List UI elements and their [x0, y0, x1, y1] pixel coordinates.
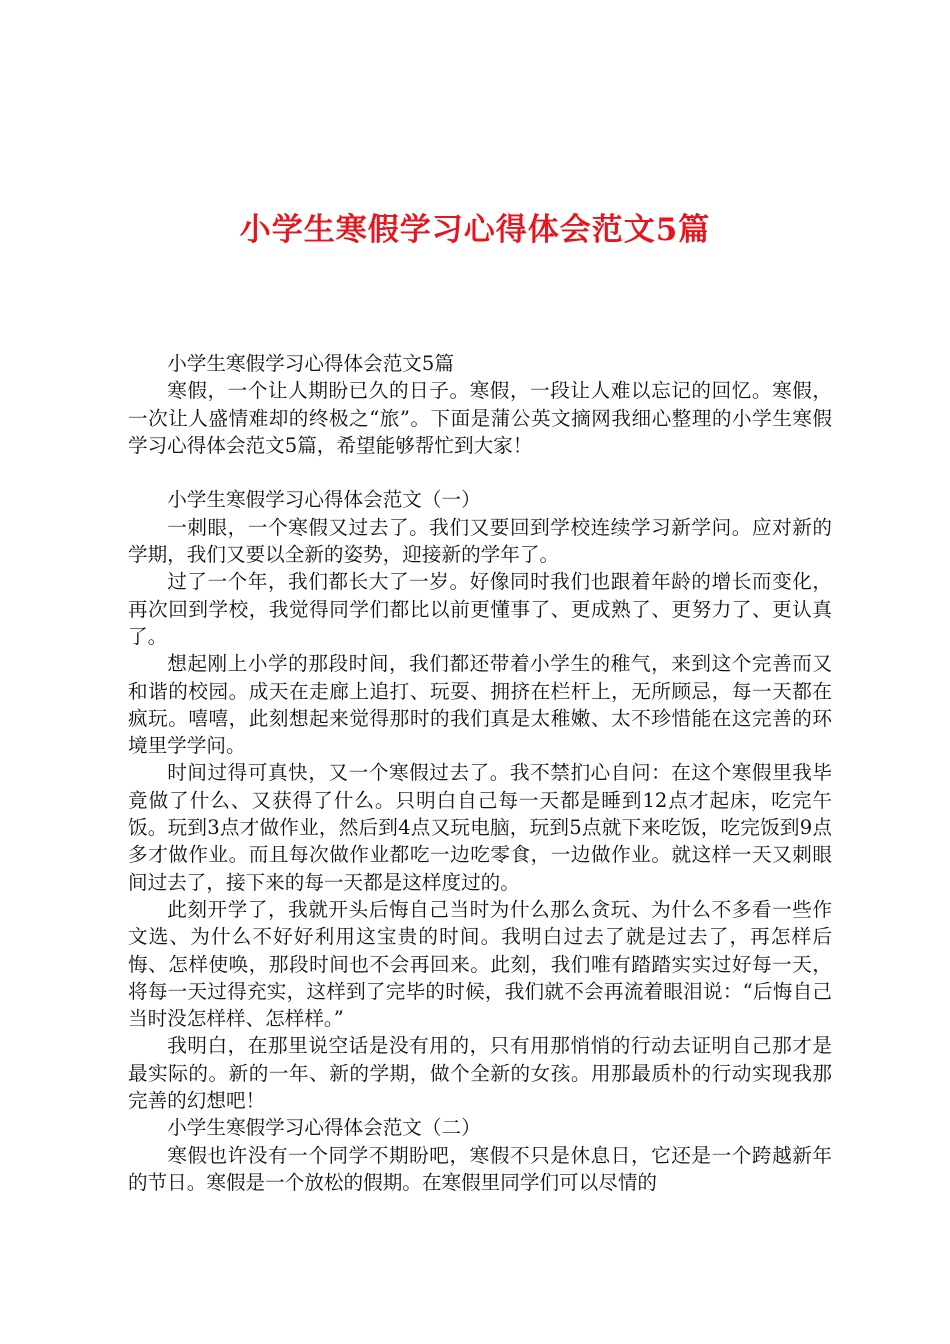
paragraph: 过了一个年，我们都长大了一岁。好像同时我们也跟着年龄的增长而变化，再次回到学校，我觉得同学们都比以前更懂事了、更成熟了、更努力了、更认真了。	[128, 570, 832, 648]
paragraph-subtitle: 小学生寒假学习心得体会范文5篇	[167, 352, 454, 375]
section-heading-one: 小学生寒假学习心得体会范文（一）	[167, 488, 481, 512]
paragraph: 此刻开学了，我就开头后悔自己当时为什么那么贪玩、为什么不多看一些作文选、为什么不好好利用这宝贵的时间。我明白过去了就是过去了，再怎样后悔、怎样使唤，那段时间也不会再回来。此刻，我们唯有踏踏实实过好每一天，将每一天过得充实，这样到了完毕的时候，我们就不会再流着眼泪说：“后悔自己当时没怎样样、怎样样。”	[128, 897, 832, 1031]
paragraph: 我明白，在那里说空话是没有用的，只有用那悄悄的行动去证明自己那才是最实际的。新的一年、新的学期，做个全新的女孩。用那最质朴的行动实现我那完善的幻想吧！	[128, 1034, 832, 1113]
paragraph-intro: 寒假，一个让人期盼已久的日子。寒假，一段让人难以忘记的回忆。寒假，一次让人盛情难却的终极之“旅”。下面是蒲公英文摘网我细心整理的小学生寒假学习心得体会范文5篇，希望能够帮忙到大家！	[128, 379, 832, 457]
document-body	[128, 350, 832, 1196]
paragraph: 寒假也许没有一个同学不期盼吧，寒假不只是休息日，它还是一个跨越新年的节日。寒假是一个放松的假期。在寒假里同学们可以尽情的	[128, 1143, 832, 1194]
section-heading-two: 小学生寒假学习心得体会范文（二）	[167, 1116, 481, 1140]
paragraph: 一刺眼，一个寒假又过去了。我们又要回到学校连续学习新学问。应对新的学期，我们又要以全新的姿势，迎接新的学年了。	[128, 515, 832, 567]
document-title: 小学生寒假学习心得体会范文5篇	[239, 212, 711, 248]
paragraph: 时间过得可真快，又一个寒假过去了。我不禁扪心自问：在这个寒假里我毕竟做了什么、又获得了什么。只明白自己每一天都是睡到12点才起床，吃完午饭。玩到3点才做作业，然后到4点又玩电脑，玩到5点就下来吃饭，吃完饭到9点多才做作业。而且每次做作业都吃一边吃零食，一边做作业。就这样一天又刺眼间过去了，接下来的每一天都是这样度过的。	[128, 761, 832, 894]
paragraph-spacer	[128, 459, 832, 486]
paragraph: 想起刚上小学的那段时间，我们都还带着小学生的稚气，来到这个完善而又和谐的校园。成天在走廊上追打、玩耍、拥挤在栏杆上，无所顾忌，每一天都在疯玩。嘻嘻，此刻想起来觉得那时的我们真是太稚嫩、太不珍惜能在这完善的环境里学学问。	[128, 652, 832, 758]
